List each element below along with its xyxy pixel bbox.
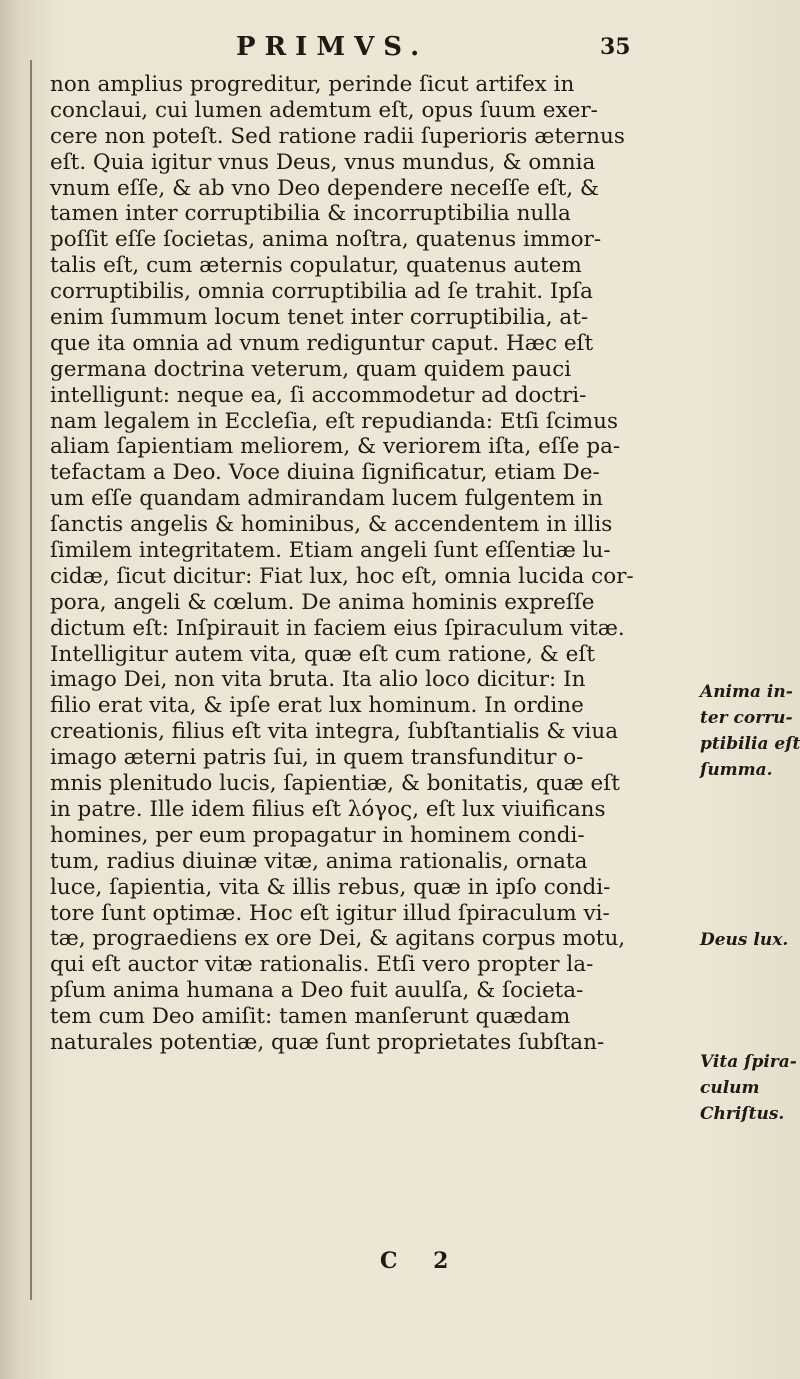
text-line: Intelligitur autem vita, quæ eſt cum ratione, & eſt — [50, 641, 595, 667]
text-line: pora, angeli & cœlum. De anima hominis expreſſe — [50, 589, 595, 615]
text-line: tum, radius diuinæ vitæ, anima rationalis, ornata — [50, 848, 588, 874]
text-line: naturales potentiæ, quæ ſunt proprietates ſubſtan- — [50, 1029, 605, 1055]
text-line: tæ, prograediens ex ore Dei, & agitans corpus motu, — [50, 926, 626, 952]
signature-mark: C 2 — [380, 1248, 463, 1274]
text-line: um eſſe quandam admirandam lucem fulgentem in — [50, 486, 603, 512]
margin-note: ſumma. — [700, 760, 773, 780]
margin-note: Vita ſpira- — [700, 1052, 797, 1072]
text-line: filio erat vita, & ipſe erat lux hominum. In ordine — [50, 693, 584, 719]
margin-note: Anima in- — [700, 682, 793, 702]
gutter-rule — [30, 60, 32, 1300]
margin-note: Chriſtus. — [700, 1104, 785, 1124]
margin-note: ter corru- — [700, 708, 793, 728]
text-line: homines, per eum propagatur in hominem condi- — [50, 822, 585, 848]
text-line: intelligunt: neque ea, ſi accommodetur ad doctri- — [50, 382, 587, 408]
text-line: imago æterni patris ſui, in quem transfunditur o- — [50, 745, 584, 771]
page-number: 35 — [600, 34, 631, 60]
page-header — [0, 30, 800, 70]
text-line: cidæ, ſicut dicitur: Fiat lux, hoc eſt, omnia lucida cor- — [50, 563, 634, 589]
text-line: ſanctis angelis & hominibus, & accendentem in illis — [50, 512, 613, 538]
text-line: enim ſummum locum tenet inter corruptibilia, at- — [50, 305, 589, 331]
text-line: luce, ſapientia, vita & illis rebus, quæ in ipſo condi- — [50, 874, 611, 900]
text-line: vnum eſſe, & ab vno Deo dependere neceſſe eſt, & — [50, 175, 600, 201]
margin-note: ptibilia eſt — [700, 734, 800, 754]
margin-note: culum — [700, 1078, 760, 1098]
text-line: eſt. Quia igitur vnus Deus, vnus mundus, & omnia — [50, 149, 596, 175]
text-line: dictum eſt: Inſpirauit in faciem eius ſpiraculum vitæ. — [50, 615, 625, 641]
text-line: tore ſunt optimæ. Hoc eſt igitur illud ſpiraculum vi- — [50, 900, 610, 926]
text-line: cere non poteſt. Sed ratione radii ſuperioris æternus — [50, 123, 625, 149]
text-line: nam legalem in Eccleſia, eſt repudianda: Etſi ſcimus — [50, 408, 619, 434]
text-line: in patre. Ille idem filius eſt λόγος, eſt lux viuificans — [50, 796, 606, 822]
text-line: tefactam a Deo. Voce diuina ſignificatur, etiam De- — [50, 460, 600, 486]
margin-note: Deus lux. — [700, 930, 789, 950]
text-line: qui eſt auctor vitæ rationalis. Etſi vero propter la- — [50, 952, 594, 978]
text-line: germana doctrina veterum, quam quidem pauci — [50, 356, 572, 382]
text-line: talis eſt, cum æternis copulatur, quatenus autem — [50, 253, 582, 279]
text-line: poſſit eſſe ſocietas, anima noſtra, quatenus immor- — [50, 227, 602, 253]
text-line: aliam ſapientiam meliorem, & veriorem iſta, eſſe pa- — [50, 434, 621, 460]
text-line: que ita omnia ad vnum rediguntur caput. Hæc eſt — [50, 330, 594, 356]
text-line: ſimilem integritatem. Etiam angeli ſunt eſſentiæ lu- — [50, 538, 611, 564]
running-head: PRIMVS. — [236, 32, 429, 62]
text-line: tem cum Deo amiſit: tamen manſerunt quædam — [50, 1004, 571, 1030]
text-line: creationis, filius eſt vita integra, ſubſtantialis & viua — [50, 719, 619, 745]
text-line: pſum anima humana a Deo fuit auulſa, & ſocieta- — [50, 978, 584, 1004]
text-line: corruptibilis, omnia corruptibilia ad ſe trahit. Ipſa — [50, 279, 593, 305]
text-line: mnis plenitudo lucis, ſapientiæ, & bonitatis, quæ eſt — [50, 771, 620, 797]
text-line: tamen inter corruptibilia & incorruptibilia nulla — [50, 201, 571, 227]
text-line: non amplius progreditur, perinde ſicut artifex in — [50, 72, 575, 97]
text-line: conclaui, cui lumen ademtum eſt, opus ſuum exer- — [50, 97, 598, 123]
text-line: imago Dei, non vita bruta. Ita alio loco dicitur: In — [50, 667, 586, 693]
body-text — [50, 72, 690, 1056]
